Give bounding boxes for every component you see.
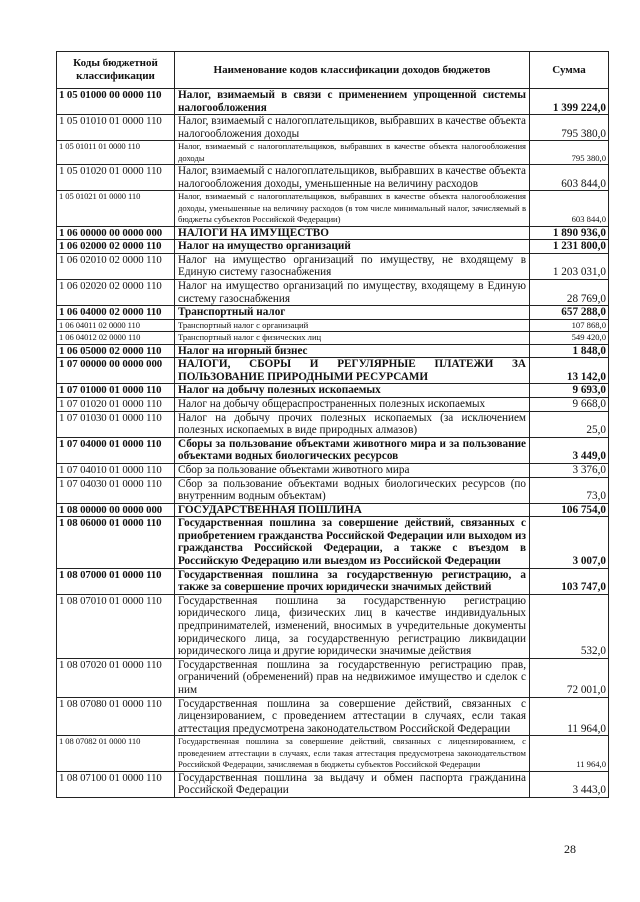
- table-row: [57, 477, 609, 503]
- table-row: [57, 279, 609, 305]
- table-row: [57, 397, 609, 411]
- row-code: 1 08 07020 01 0000 110: [57, 658, 175, 697]
- row-sum: 1 231 800,0: [530, 240, 609, 254]
- table-row: [57, 568, 609, 594]
- table-header-row: [57, 52, 609, 89]
- row-code: 1 05 01000 00 0000 110: [57, 89, 175, 115]
- row-name: Налог на имущество организаций по имуществу, не входящему в Единую систему газоснабжения: [175, 253, 530, 279]
- row-sum: 13 142,0: [530, 358, 609, 384]
- table-row: [57, 226, 609, 240]
- row-code: 1 05 01020 01 0000 110: [57, 165, 175, 191]
- table-row: [57, 89, 609, 115]
- row-name: Сборы за пользование объектами животного мира и за пользование объектами водных биологических ресурсов: [175, 437, 530, 463]
- header-sum: Сумма: [530, 52, 609, 89]
- row-name: Налог, взимаемый в связи с применением упрощенной системы налогообложения: [175, 89, 530, 115]
- table-row: [57, 594, 609, 658]
- table-row: [57, 165, 609, 191]
- table-row: [57, 240, 609, 254]
- row-sum: 549 420,0: [530, 332, 609, 344]
- row-name: Сбор за пользование объектами водных биологических ресурсов (по внутренним водным объектам): [175, 477, 530, 503]
- row-sum: 73,0: [530, 477, 609, 503]
- row-code: 1 06 04011 02 0000 110: [57, 319, 175, 331]
- table-row: [57, 437, 609, 463]
- row-name: Налог на добычу полезных ископаемых: [175, 384, 530, 398]
- table-row: [57, 736, 609, 771]
- row-name: Государственная пошлина за государственную регистрацию юридического лица, физических лиц в качестве индивидуальных предпринимателей, изменений, вносимых в учредительные документы юридического лица, за государственную регистрацию ликвидации юридического лица и другие юридически значимые действия: [175, 594, 530, 658]
- budget-revenue-table: [56, 51, 609, 798]
- row-code: 1 05 01010 01 0000 110: [57, 115, 175, 141]
- row-sum: 532,0: [530, 594, 609, 658]
- row-name: Налог на имущество организаций по имуществу, входящему в Единую систему газоснабжения: [175, 279, 530, 305]
- row-name: Транспортный налог: [175, 306, 530, 320]
- table-row: [57, 332, 609, 344]
- table-row: [57, 191, 609, 226]
- row-code: 1 08 00000 00 0000 000: [57, 503, 175, 517]
- row-code: 1 06 02010 02 0000 110: [57, 253, 175, 279]
- row-name: Государственная пошлина за государственную регистрацию, а также за совершение прочих юридически значимых действий: [175, 568, 530, 594]
- table-row: [57, 658, 609, 697]
- row-sum: 9 668,0: [530, 397, 609, 411]
- row-name: Сбор за пользование объектами животного мира: [175, 463, 530, 477]
- row-sum: 603 844,0: [530, 165, 609, 191]
- table-row: [57, 141, 609, 165]
- header-code: Коды бюджетной классификации: [57, 52, 175, 89]
- row-sum: 3 443,0: [530, 771, 609, 797]
- row-code: 1 07 04010 01 0000 110: [57, 463, 175, 477]
- row-name: Налог, взимаемый с налогоплательщиков, выбравших в качестве объекта налогообложения доходы: [175, 115, 530, 141]
- row-name: НАЛОГИ, СБОРЫ И РЕГУЛЯРНЫЕ ПЛАТЕЖИ ЗА ПОЛЬЗОВАНИЕ ПРИРОДНЫМИ РЕСУРСАМИ: [175, 358, 530, 384]
- table-row: [57, 771, 609, 797]
- row-sum: 3 449,0: [530, 437, 609, 463]
- row-code: 1 06 00000 00 0000 000: [57, 226, 175, 240]
- table-row: [57, 411, 609, 437]
- row-code: 1 06 05000 02 0000 110: [57, 344, 175, 358]
- row-name: Налог на игорный бизнес: [175, 344, 530, 358]
- table-row: [57, 344, 609, 358]
- table-row: [57, 503, 609, 517]
- row-name: Государственная пошлина за совершение действий, связанных с лицензированием, с проведением аттестации в случаях, если такая аттестация предусмотрена законодательством Российской Федерации, зачисляемая в бюджеты субъектов Российской Федерации: [175, 736, 530, 771]
- row-name: Налог, взимаемый с налогоплательщиков, выбравших в качестве объекта налогообложения доходы, уменьшенные на величину расходов: [175, 165, 530, 191]
- row-sum: 103 747,0: [530, 568, 609, 594]
- row-sum: 795 380,0: [530, 141, 609, 165]
- row-code: 1 06 02020 02 0000 110: [57, 279, 175, 305]
- row-sum: 1 399 224,0: [530, 89, 609, 115]
- row-code: 1 08 07080 01 0000 110: [57, 697, 175, 736]
- row-sum: 28 769,0: [530, 279, 609, 305]
- row-name: Государственная пошлина за совершение действий, связанных с приобретением гражданства Российской Федерации или выходом из гражданства Российской Федерации, а также с въездом в Российскую Федерацию или выездом из Российской Федерации: [175, 517, 530, 568]
- row-name: Налог на добычу прочих полезных ископаемых (за исключением полезных ископаемых в виде природных алмазов): [175, 411, 530, 437]
- row-code: 1 07 01020 01 0000 110: [57, 397, 175, 411]
- row-sum: 795 380,0: [530, 115, 609, 141]
- row-name: Государственная пошлина за государственную регистрацию прав, ограничений (обременений) прав на недвижимое имущество и сделок с ним: [175, 658, 530, 697]
- table-row: [57, 697, 609, 736]
- row-code: 1 05 01021 01 0000 110: [57, 191, 175, 226]
- table-row: [57, 384, 609, 398]
- row-code: 1 06 04000 02 0000 110: [57, 306, 175, 320]
- row-name: Государственная пошлина за совершение действий, связанных с лицензированием, с проведением аттестации в случаях, если такая аттестация предусмотрена законодательством Российской Федерации: [175, 697, 530, 736]
- row-code: 1 08 07082 01 0000 110: [57, 736, 175, 771]
- row-sum: 9 693,0: [530, 384, 609, 398]
- table-row: [57, 115, 609, 141]
- row-sum: 1 203 031,0: [530, 253, 609, 279]
- row-code: 1 06 02000 02 0000 110: [57, 240, 175, 254]
- row-sum: 1 848,0: [530, 344, 609, 358]
- row-name: Государственная пошлина за выдачу и обмен паспорта гражданина Российской Федерации: [175, 771, 530, 797]
- row-sum: 25,0: [530, 411, 609, 437]
- row-code: 1 07 00000 00 0000 000: [57, 358, 175, 384]
- row-name: Налог, взимаемый с налогоплательщиков, выбравших в качестве объекта налогообложения доходы, уменьшенные на величину расходов (в том числе минимальный налог, зачисляемый в бюджеты субъектов Российской Федерации): [175, 191, 530, 226]
- row-code: 1 06 04012 02 0000 110: [57, 332, 175, 344]
- header-name: Наименование кодов классификации доходов бюджетов: [175, 52, 530, 89]
- table-row: [57, 463, 609, 477]
- row-name: ГОСУДАРСТВЕННАЯ ПОШЛИНА: [175, 503, 530, 517]
- row-code: 1 07 04000 01 0000 110: [57, 437, 175, 463]
- table-row: [57, 306, 609, 320]
- row-sum: 3 007,0: [530, 517, 609, 568]
- row-name: Налог на имущество организаций: [175, 240, 530, 254]
- row-sum: 11 964,0: [530, 736, 609, 771]
- table-row: [57, 253, 609, 279]
- row-code: 1 08 07010 01 0000 110: [57, 594, 175, 658]
- row-code: 1 05 01011 01 0000 110: [57, 141, 175, 165]
- page-number: 28: [564, 842, 576, 856]
- table-row: [57, 517, 609, 568]
- row-sum: 657 288,0: [530, 306, 609, 320]
- table-row: [57, 358, 609, 384]
- row-sum: 603 844,0: [530, 191, 609, 226]
- row-sum: 1 890 936,0: [530, 226, 609, 240]
- row-name: Налог на добычу общераспространенных полезных ископаемых: [175, 397, 530, 411]
- row-sum: 11 964,0: [530, 697, 609, 736]
- row-name: Транспортный налог с организаций: [175, 319, 530, 331]
- row-name: Транспортный налог с физических лиц: [175, 332, 530, 344]
- row-name: НАЛОГИ НА ИМУЩЕСТВО: [175, 226, 530, 240]
- row-sum: 107 868,0: [530, 319, 609, 331]
- row-name: Налог, взимаемый с налогоплательщиков, выбравших в качестве объекта налогообложения доходы: [175, 141, 530, 165]
- row-sum: 106 754,0: [530, 503, 609, 517]
- row-code: 1 07 04030 01 0000 110: [57, 477, 175, 503]
- row-code: 1 08 07000 01 0000 110: [57, 568, 175, 594]
- row-sum: 72 001,0: [530, 658, 609, 697]
- table-row: [57, 319, 609, 331]
- row-code: 1 07 01030 01 0000 110: [57, 411, 175, 437]
- row-code: 1 08 06000 01 0000 110: [57, 517, 175, 568]
- row-code: 1 07 01000 01 0000 110: [57, 384, 175, 398]
- row-sum: 3 376,0: [530, 463, 609, 477]
- row-code: 1 08 07100 01 0000 110: [57, 771, 175, 797]
